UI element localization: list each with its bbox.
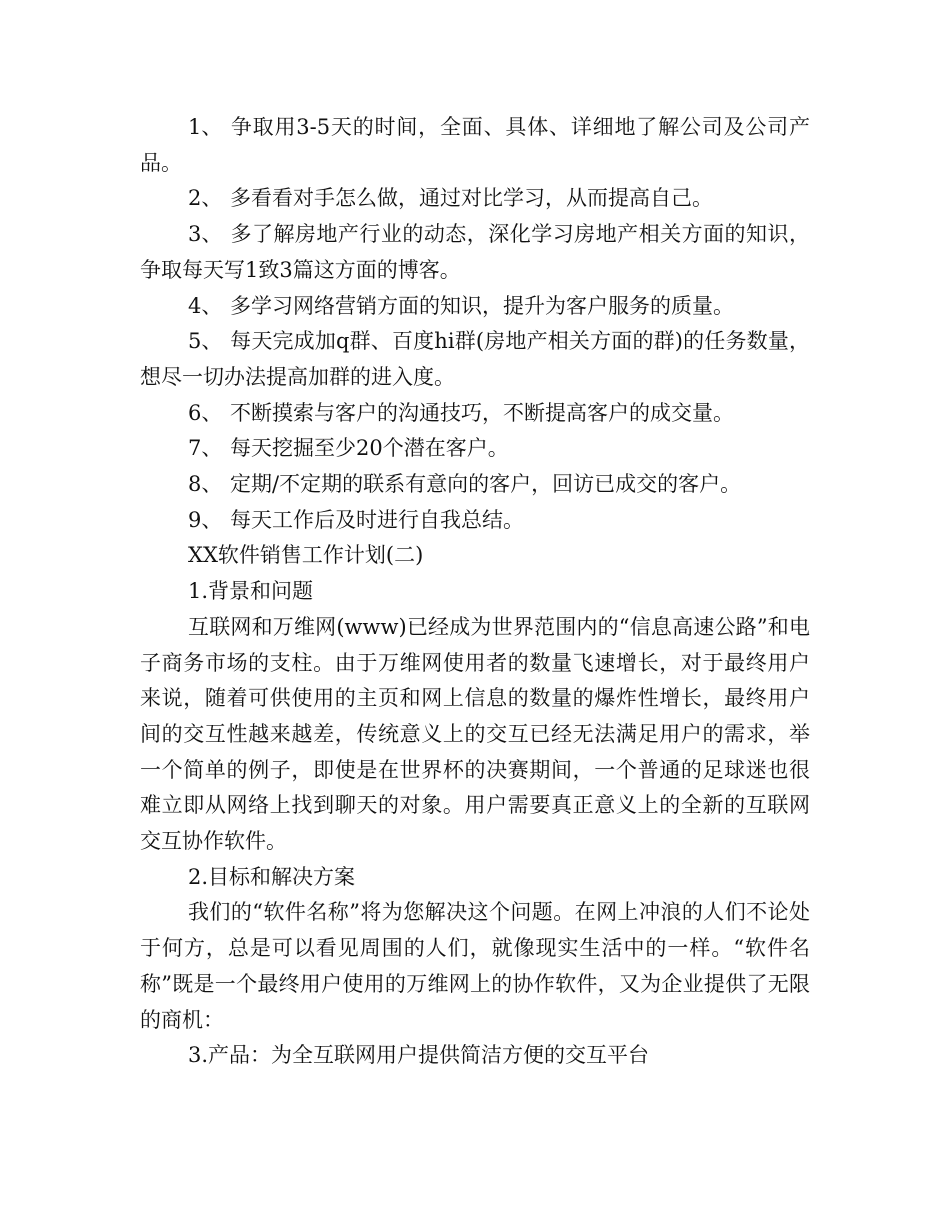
section-heading-goals: 2.目标和解决方案 bbox=[188, 864, 356, 889]
list-item-text: 不断摸索与客户的沟通技巧，不断提高客户的成交量。 bbox=[230, 400, 734, 425]
list-item-text: 多学习网络营销方面的知识，提升为客户服务的质量。 bbox=[230, 293, 734, 318]
list-item-number: 6、 bbox=[188, 400, 223, 425]
list-item-text: 每天工作后及时进行自我总结。 bbox=[230, 507, 524, 532]
list-item-text: 每天挖掘至少20个潜在客户。 bbox=[230, 436, 509, 461]
list-item bbox=[140, 181, 810, 217]
list-item bbox=[140, 289, 810, 325]
list-item-text: 多了解房地产行业的动态，深化学习房地产相关方面的知识，争取每天写1致3篇这方面的博客。 bbox=[140, 222, 810, 282]
section-body-background: 互联网和万维网(www)已经成为世界范围内的“信息高速公路”和电子商务市场的支柱。由于万维网使用者的数量飞速增长，对于最终用户来说，随着可供使用的主页和网上信息的数量的爆炸性增长，最终用户间的交互性越来越差，传统意义上的交互已经无法满足用户的需求，举一个简单的例子，即使是在世界杯的决赛期间，一个普通的足球迷也很难立即从网络上找到聊天的对象。用户需要真正意义上的全新的互联网交互协作软件。 bbox=[140, 614, 810, 854]
list-item-number: 4、 bbox=[188, 293, 223, 318]
list-item bbox=[140, 324, 810, 395]
list-item-number: 1、 bbox=[188, 115, 223, 139]
list-item-number: 7、 bbox=[188, 436, 223, 461]
plan-title: XX软件销售工作计划(二) bbox=[188, 543, 424, 568]
list-item-text: 每天完成加q群、百度hi群(房地产相关方面的群)的任务数量，想尽一切办法提高加群的进入度。 bbox=[140, 329, 810, 389]
section-heading-background: 1.背景和问题 bbox=[188, 579, 314, 604]
list-item bbox=[140, 110, 810, 181]
list-item-number: 3、 bbox=[188, 222, 223, 247]
list-item bbox=[140, 396, 810, 432]
list-item-number: 9、 bbox=[188, 507, 223, 532]
section-body-goals: 我们的“软件名称”将为您解决这个问题。在网上冲浪的人们不论处于何方，总是可以看见周围的人们，就像现实生活中的一样。“软件名称”既是一个最终用户使用的万维网上的协作软件，又为企业提供了无限的商机： bbox=[140, 900, 810, 1032]
list-item-number: 8、 bbox=[188, 472, 223, 497]
list-item bbox=[140, 431, 810, 467]
list-item-text: 多看看对手怎么做，通过对比学习，从而提高自己。 bbox=[230, 186, 713, 211]
list-item-number: 2、 bbox=[188, 186, 223, 211]
list-item bbox=[140, 503, 810, 539]
list-item-number: 5、 bbox=[188, 329, 223, 354]
document-body bbox=[140, 110, 810, 1074]
section-heading-product: 3.产品：为全互联网用户提供简洁方便的交互平台 bbox=[188, 1043, 650, 1068]
list-item-text: 定期/不定期的联系有意向的客户，回访已成交的客户。 bbox=[230, 472, 742, 497]
list-item bbox=[140, 217, 810, 288]
list-item bbox=[140, 467, 810, 503]
list-item-text: 争取用3-5天的时间，全面、具体、详细地了解公司及公司产品。 bbox=[140, 115, 810, 175]
